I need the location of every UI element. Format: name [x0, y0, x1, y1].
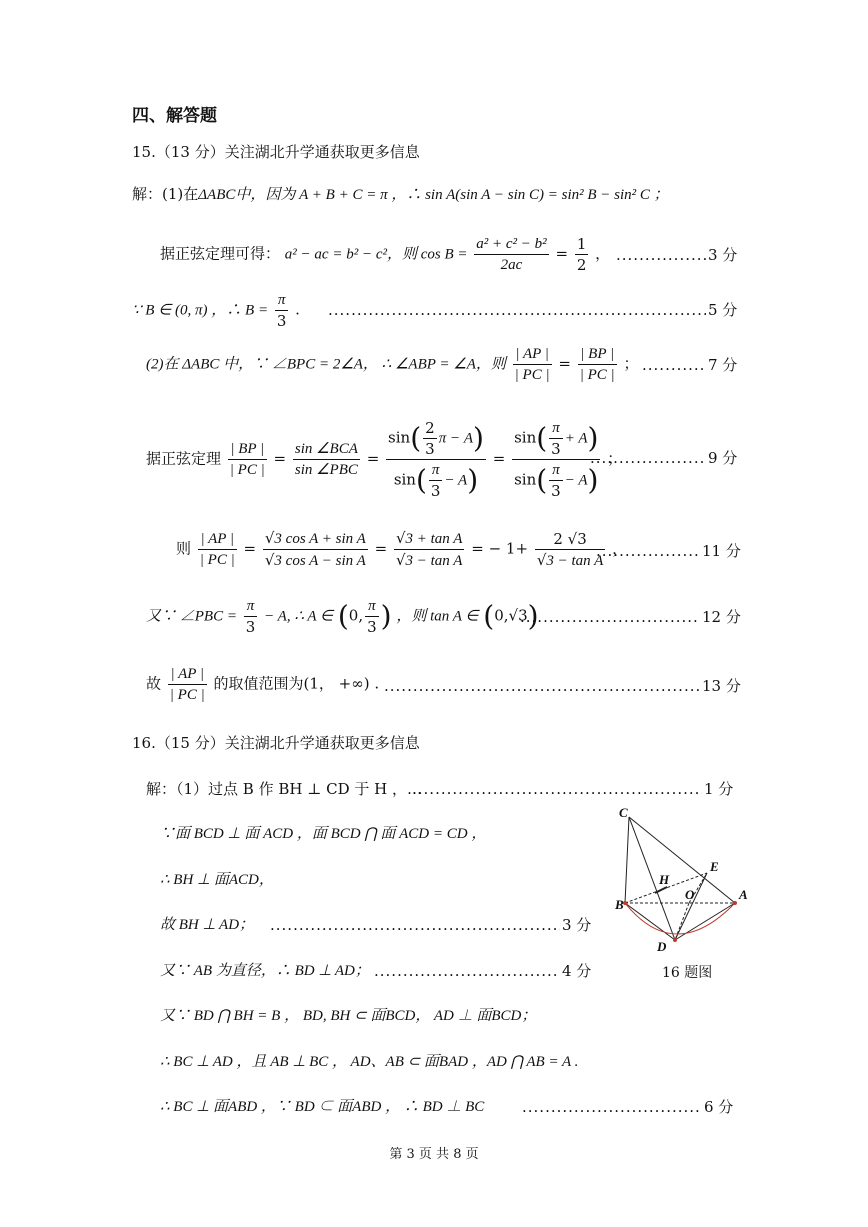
leader-dots — [374, 961, 560, 981]
q15-header: 15.（13 分）关注湖北升学通获取更多信息 — [132, 143, 420, 161]
q16-line-3: ∴ BH ⊥ 面ACD， — [160, 872, 274, 888]
q16-header: 16.（15 分）关注湖北升学通获取更多信息 — [132, 734, 420, 752]
leader-dots — [590, 448, 706, 468]
leader-dots — [384, 676, 700, 696]
leader-dots — [616, 245, 706, 265]
label-D: D — [657, 939, 667, 954]
label-H: H — [659, 872, 670, 887]
q15-B-value-line: ∵ B ∈ (0, π) ，∴ B = $\frac{\pi}{3}$ . — [132, 292, 300, 330]
score-5: 5 分 — [708, 301, 738, 319]
point-A — [733, 901, 737, 905]
q15-range-line: 又∵ ∠PBC = $\frac{\pi}{3}$ − A, ∴ A ∈ (0, $\frac{\pi}{3}$ ) ，则 tan A ∈ (0,√3) — [146, 598, 539, 636]
q15-part2-line: (2)在 ΔABC 中，∵ ∠BPC = 2∠A， ∴ ∠ABP = ∠A，则 $\frac{| AP |}{| PC |}$ = $\frac{| BP |}{| PC |}$ ； — [146, 346, 639, 383]
score-12: 12 分 — [702, 608, 741, 626]
half-fraction: $\frac{1}{2}$ — [576, 235, 587, 274]
leader-dots — [412, 779, 702, 799]
point-D — [673, 938, 677, 942]
leader-dots — [522, 1097, 702, 1117]
q16-line-4: 故 BH ⊥ AD； — [160, 917, 255, 933]
score-1: 1 分 — [704, 780, 734, 798]
leader-dots — [596, 541, 700, 561]
page-footer: 第 3 页 共 8 页 — [389, 1147, 479, 1162]
q16-line-6: 又∵ BD ⋂ BH = B ， BD, BH ⊂ 面BCD， AD ⊥ 面BCD； — [160, 1008, 537, 1024]
leader-dots — [328, 300, 706, 320]
q15-tan-line: 则 $\frac{| AP |}{| PC |}$ = $\frac{\text{√3 cos A + sin A}}{\text{√3 cos A − sin A}}$ = $\frac{\text{√3 + tan A}}{\text{√3 − tan A}}$ = − 1+ $\frac{2 √3}{\text{√3 − tan A}}$ ， — [176, 529, 628, 569]
q16-line-8: ∴ BC ⊥ 面ABD ，∵ BD ⊂ 面ABD ， ∴ BD ⊥ BC — [160, 1099, 485, 1115]
figure-caption: 16 题图 — [662, 965, 713, 981]
score-9: 9 分 — [708, 449, 738, 467]
score-3: 3 分 — [708, 246, 738, 264]
q15-conclusion-line: 故 $\frac{| AP |}{| PC |}$ 的取值范围为(1， +∞) . — [146, 666, 380, 703]
leader-dots — [642, 355, 706, 375]
label-C: C — [619, 805, 628, 820]
score-11: 11 分 — [702, 542, 741, 560]
geometry-figure — [605, 805, 755, 955]
q15-sine-law-line: 据正弦定理 $\frac{| BP |}{| PC |}$ = $\frac{\text{sin ∠BCA}}{\text{sin ∠PBC}}$ = sin( $\frac{2}{3}$ π − A) sin( $\frac{\pi}{3}$ − A) = sin( $\frac{\pi}{3}$ + A) sin( $\frac{\pi}{3}$ − A) ； — [146, 419, 623, 500]
label-E: E — [710, 859, 719, 874]
q15-part1-line: 解：(1)在ΔABC中，因为 A + B + C = π ，∴ sin A(sin A − sin C) = sin² B − sin² C ； — [132, 185, 669, 203]
section-heading: 四、解答题 — [132, 106, 217, 126]
q16-line-2: ∵面 BCD ⊥ 面 ACD ，面 BCD ⋂ 面 ACD = CD ， — [160, 826, 487, 842]
score-13: 13 分 — [702, 677, 741, 695]
q15-cosine-line: 据正弦定理可得： a² − ac = b² − c²，则 cos B = $\frac{\text{a² + c² − b²}}{2ac}$ = $\frac{1}{2}$ ， — [160, 235, 611, 274]
score-6: 6 分 — [704, 1098, 734, 1116]
score-3b: 3 分 — [562, 916, 592, 934]
label-B: B — [615, 897, 624, 912]
leader-dots — [520, 607, 700, 627]
label-O: O — [685, 887, 695, 902]
label-A: A — [739, 887, 748, 902]
score-7: 7 分 — [708, 356, 738, 374]
edge-CB — [625, 817, 629, 903]
q16-line-5: 又∵ AB 为直径，∴ BD ⊥ AD； — [160, 963, 370, 979]
score-4: 4 分 — [562, 962, 592, 980]
edge-BD — [625, 903, 675, 940]
q16-line-7: ∴ BC ⊥ AD ，且 AB ⊥ BC ， AD、AB ⊂ 面BAD ，AD ⋂ AB = A . — [160, 1054, 579, 1070]
leader-dots — [270, 915, 560, 935]
cosB-fraction: $\frac{\text{a² + c² − b²}}{2ac}$ — [476, 236, 547, 273]
q16-line-1: 解：（1）过点 B 作 BH ⊥ CD 于 H ，… — [146, 780, 423, 798]
